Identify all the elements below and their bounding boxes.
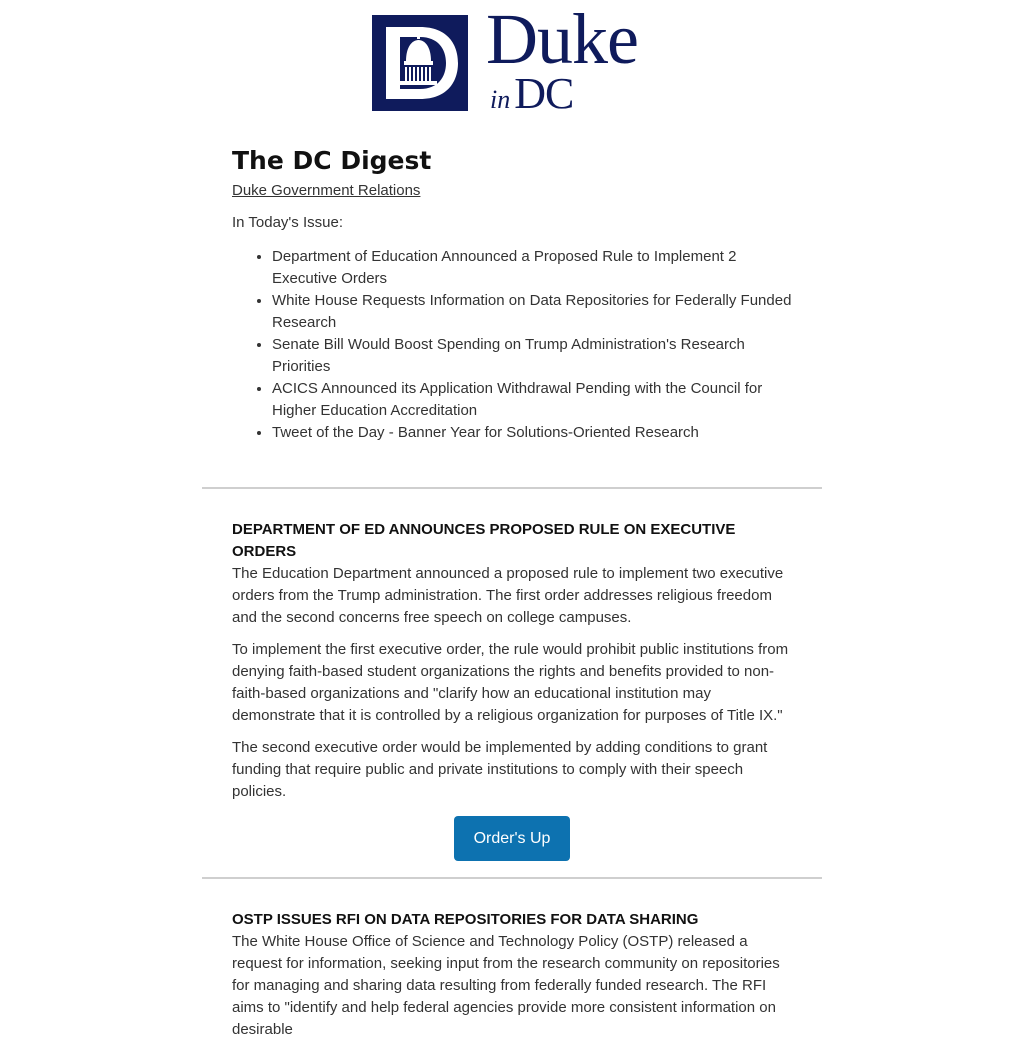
logo-subtitle [490,69,574,126]
issue-list-item: • Department of Education Announced a Proposed Rule to Implement 2 Executive Orders [272,246,792,290]
article-paragraph: To implement the first executive order, the rule would prohibit public institutions from denying faith-based student organizations the rights and benefits provided to non-faith-based organizations and "clarify how an educational institution may demonstrate that it is controlled by a religious organization for purposes of Title IX." [232,641,789,724]
capitol-dome-d-icon [372,15,468,111]
issue-list-item: • Senate Bill Would Boost Spending on Trump Administration's Research Priorities [272,334,792,378]
issue-list-item: • Tweet of the Day - Banner Year for Solutions-Oriented Research [272,422,792,444]
logo-sub-in: in [490,85,511,114]
newsletter-title: The DC Digest [232,146,432,175]
issue-list [232,246,792,444]
article-heading: DEPARTMENT OF ED ANNOUNCES PROPOSED RULE ON EXECUTIVE ORDERS [232,521,736,560]
logo-wordmark: Duke [486,0,638,79]
read-more-button[interactable]: Order's Up [454,816,570,861]
todays-issue-label: In Today's Issue: [232,214,343,231]
logo-sub-dc: DC [514,69,574,118]
issue-list-item: • White House Requests Information on Data Repositories for Federally Funded Research [272,290,792,334]
issue-list-item: • ACICS Announced its Application Withdrawal Pending with the Council for Higher Education Accreditation [272,378,792,422]
section-divider [202,877,822,879]
government-relations-link[interactable]: Duke Government Relations [232,182,421,199]
article-heading: OSTP ISSUES RFI ON DATA REPOSITORIES FOR DATA SHARING [232,911,699,928]
article-paragraph: The White House Office of Science and Technology Policy (OSTP) released a request for information, seeking input from the research community on repositories for managing and sharing data resulting from federally funded research. The RFI aims to "identify and help federal agencies provide more consistent information on desirable [232,933,780,1038]
section-divider [202,487,822,489]
duke-in-dc-logo [372,0,654,118]
article-paragraph: The Education Department announced a proposed rule to implement two executive orders from the Trump administration. The first order addresses religious freedom and the second concerns free speech on college campuses. [232,565,784,626]
article-paragraph: The second executive order would be implemented by adding conditions to grant funding that require public and private institutions to comply with their speech policies. [232,739,768,800]
